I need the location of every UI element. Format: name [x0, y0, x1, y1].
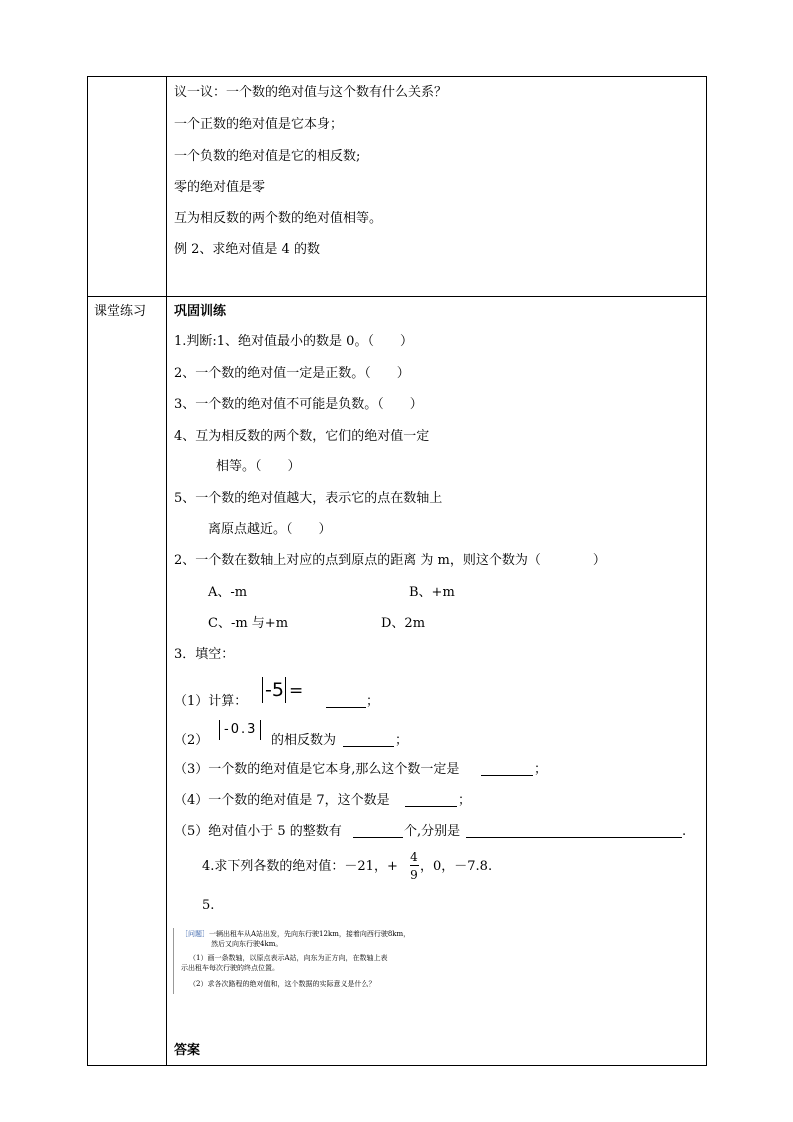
answer-blank[interactable]	[481, 762, 533, 776]
answer-label: 答案	[174, 1043, 201, 1058]
judge-item-5: 5、一个数的绝对值越大，表示它的点在数轴上	[174, 491, 443, 506]
inset-line-3: （1）画一条数轴，以原点表示A站，向东为正方向，在数轴上表	[189, 954, 388, 962]
judge-item-3: 3、一个数的绝对值不可能是负数。（ ）	[174, 397, 423, 412]
row-divider	[87, 296, 707, 297]
section-label: 课堂练习	[94, 304, 147, 319]
q5-label: 5.	[202, 898, 215, 913]
option-d: D、2m	[381, 616, 426, 631]
fraction-numerator: 4	[410, 850, 418, 864]
fill-q4-end: ；	[458, 793, 472, 808]
inset-line-4: 示出租车每次行驶的终点位置。	[181, 964, 279, 972]
judge-item-4-cont: 相等。（ ）	[216, 459, 301, 474]
fill-q4: （4）一个数的绝对值是 7，这个数是	[174, 793, 390, 808]
discussion-line: 议一议：一个数的绝对值与这个数有什么关系？	[174, 85, 448, 100]
section-heading: 巩固训练	[174, 304, 227, 319]
fill-q3-end: ；	[534, 762, 548, 777]
embedded-problem-image	[173, 926, 463, 998]
inset-left-bracket	[173, 928, 177, 994]
inset-line-2: 然后又向东行驶4km。	[211, 940, 283, 948]
judge-item-2: 2、一个数的绝对值一定是正数。（ ）	[174, 366, 410, 381]
fill-q5-end: .	[682, 824, 687, 839]
fill-q1-prefix: （1）计算：	[174, 694, 248, 709]
answer-blank[interactable]	[405, 793, 457, 807]
choice-question: 2、一个数在数轴上对应的点到原点的距离 为 m，则这个数为（ ）	[174, 553, 606, 568]
judge-item-5-cont: 离原点越近。（ ）	[208, 522, 332, 537]
inset-tag: ［问题］	[181, 930, 209, 938]
fill-q5-b: 个,分别是	[404, 824, 461, 839]
fill-q3: （3）一个数的绝对值是它本身,那么这个数一定是	[174, 762, 460, 777]
answer-blank[interactable]	[343, 733, 394, 747]
fill-q5-a: （5）绝对值小于 5 的整数有	[174, 824, 342, 839]
inset-line-5: （2）求各次路程的绝对值和，这个数据的实际意义是什么？	[189, 980, 376, 988]
abs-value-minus-0-3	[219, 720, 261, 740]
option-b: B、+m	[409, 585, 455, 600]
opposites-rule-line: 互为相反数的两个数的绝对值相等。	[174, 211, 383, 226]
fill-title: 3．填空：	[174, 647, 235, 662]
fill-q1-end: ；	[366, 694, 380, 709]
inset-line-1	[181, 930, 410, 938]
judge-item-4: 4、互为相反数的两个数，它们的绝对值一定	[174, 429, 430, 444]
equals-sign: =	[289, 681, 304, 701]
zero-rule-line: 零的绝对值是零	[174, 180, 266, 195]
fraction-bar	[410, 865, 419, 866]
judge-item-1: 1.判断:1、绝对值最小的数是 0。（ ）	[174, 334, 413, 349]
answer-blank[interactable]	[326, 694, 366, 708]
answer-blank[interactable]	[466, 824, 682, 838]
fill-q2-prefix: （2）	[174, 733, 209, 748]
fill-q2-mid: 的相反数为	[271, 733, 337, 748]
q4-suffix: ，0，－7.8.	[420, 859, 493, 874]
abs-expr-text: -5	[265, 679, 284, 701]
option-a: A、-m	[208, 585, 248, 600]
negative-rule-line: 一个负数的绝对值是它的相反数;	[174, 149, 361, 164]
positive-rule-line: 一个正数的绝对值是它本身；	[174, 117, 344, 132]
column-divider	[166, 76, 167, 1066]
fill-q2-end: ；	[395, 733, 409, 748]
abs-value-minus-5	[262, 677, 286, 703]
example-2-line: 例 2、求绝对值是 4 的数	[174, 242, 320, 257]
fraction-denominator: 9	[410, 868, 418, 882]
q4-prefix: 4.求下列各数的绝对值：－21，+	[202, 859, 398, 874]
option-c: C、-m 与+m	[208, 616, 289, 631]
abs-expr-text: -0.3	[224, 722, 258, 737]
inset-line1-text: 一辆出租车从A站出发，先向东行驶12km，接着向西行驶8km，	[209, 930, 411, 938]
answer-blank[interactable]	[353, 824, 403, 838]
